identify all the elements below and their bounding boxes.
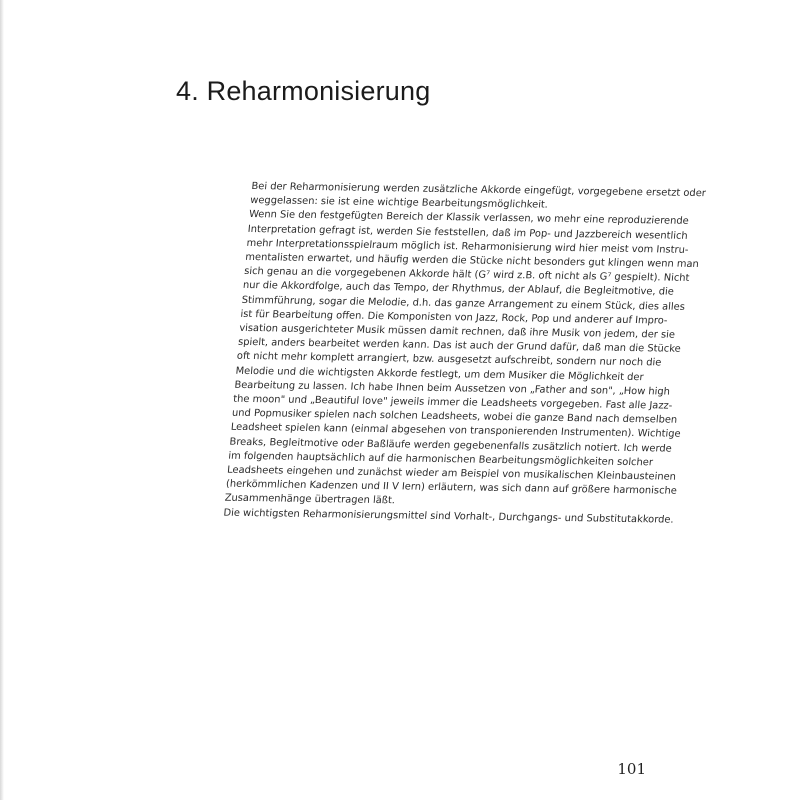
text-line: Zusammenhänge übertragen läßt. — [224, 493, 396, 507]
text-line: the moon" und „Beautiful love" jeweils immer die Leadsheets vorgegeben. Fast alle Jazz- — [232, 393, 673, 412]
page-number: 101 — [617, 760, 646, 778]
text-line: und Popmusiker spielen nach solchen Leadsheets, wobei die ganze Band nach demselben — [231, 407, 678, 426]
text-line: ist für Bearbeitung offen. Die Komponisten von Jazz, Rock, Pop und anderer auf Impro- — [240, 308, 668, 327]
text-line: visation ausgerichteter Musik müssen damit rechnen, daß ihre Musik von jedem, der sie — [238, 322, 676, 341]
text-line: Wenn Sie den festgefügten Bereich der Klassik verlassen, wo mehr eine reproduzierende — [248, 209, 690, 228]
text-line: Stimmführung, sogar die Melodie, d.h. das ganze Arrangement zu einem Stück, dies alles — [241, 294, 686, 313]
text-line: oft nicht mehr komplett arrangiert, bzw. ausgesetzt aufschreibt, sondern nur noch die — [236, 351, 662, 369]
page-edge-shadow — [0, 0, 4, 800]
text-line: Leadsheets eingehen und zunächst wieder am Beispiel von musikalischen Kleinbausteinen — [226, 464, 677, 483]
text-line: sich genau an die vorgegebenen Akkorde hält (G⁷ wird z.B. oft nicht als G⁷ gespielt). Nicht — [243, 266, 690, 285]
text-line: Leadsheet spielen kann (einmal abgesehen von transponierenden Instrumenten). Wichtige — [230, 422, 681, 441]
text-line: Bearbeitung zu lassen. Ich habe Ihnen beim Aussetzen von „Father and son", „How high — [233, 379, 671, 398]
text-line: weggelassen: sie ist eine wichtige Bearbeitungsmöglichkeit. — [249, 195, 549, 211]
text-line: nur die Akkordfolge, auch das Tempo, der Rhythmus, der Ablauf, die Begleitmotive, die — [242, 280, 675, 299]
chapter-title: 4. Reharmonisierung — [176, 76, 431, 106]
text-line: spielt, anders bearbeitet werden kann. Das ist auch der Grund dafür, daß man die Stücke — [237, 337, 682, 355]
text-line: im folgenden hauptsächlich auf die harmonischen Bearbeitungsmöglichkeiten solcher — [227, 450, 654, 469]
text-line: mehr Interpretationsspielraum möglich ist. Reharmonisierung wird hier meist vom Instru- — [246, 237, 689, 256]
body-text — [223, 180, 707, 527]
text-line: Interpretation gefragt ist, werden Sie feststellen, daß im Pop- und Jazzbereich wesentlich — [247, 223, 689, 242]
text-line: Die wichtigsten Reharmonisierungsmittel sind Vorhalt-, Durchgangs- und Substitutakkorde. — [223, 507, 675, 526]
text-line: (herkömmlichen Kadenzen und II V Iern) erläutern, was sich dann auf größere harmonische — [225, 478, 678, 497]
text-line: Melodie und die wichtigsten Akkorde festlegt, um dem Musiker die Möglichkeit der — [235, 365, 645, 383]
text-line: Bei der Reharmonisierung werden zusätzliche Akkorde eingefügt, vorgegebene ersetzt oder — [250, 180, 707, 200]
text-line: Breaks, Begleitmotive oder Baßläufe werden gegebenenfalls zusätzlich notiert. Ich werde — [229, 436, 673, 455]
text-line: mentalisten erwartet, und häufig werden die Stücke nicht besonders gut klingen wenn man — [244, 251, 700, 271]
